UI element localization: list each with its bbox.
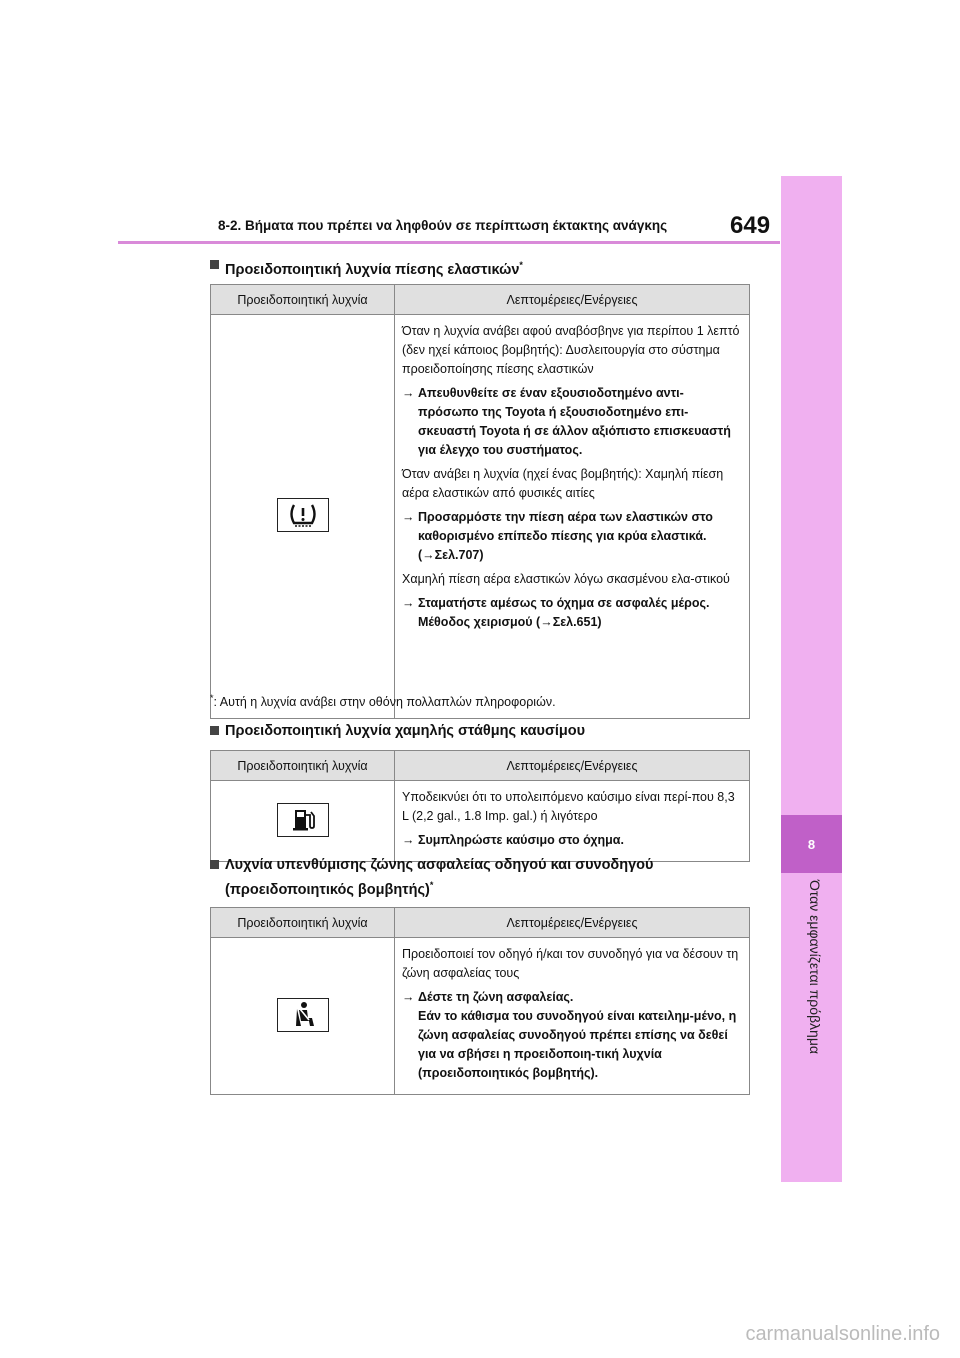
header-divider <box>118 241 780 244</box>
tire-pressure-table <box>210 284 750 719</box>
chapter-number: 8 <box>781 815 842 873</box>
details-cell <box>395 938 750 1095</box>
section-title-tire-pressure: Προειδοποιητική λυχνία πίεσης ελαστικών* <box>210 255 523 280</box>
col-header-details: Λεπτομέρειες/Ενέργειες <box>395 908 750 938</box>
detail-text: Υποδεικνύει ότι το υπολειπόμενο καύσιμο είναι περί-που 8,3 L (2,2 gal., 1.8 Imp. gal.) ή λιγότερο <box>402 790 735 823</box>
col-header-details: Λεπτομέρειες/Ενέργειες <box>395 285 750 315</box>
col-header-lamp: Προειδοποιητική λυχνία <box>211 908 395 938</box>
action-item: → Απευθυνθείτε σε έναν εξουσιοδοτημένο αντι-πρόσωπο της Toyota ή εξουσιοδοτημένο επι-σκευαστή Toyota ή σε άλλον αξιόπιστο επισκευαστή για έλεγχο του συστήματος. <box>402 386 731 457</box>
action-item: → Συμπληρώστε καύσιμο στο όχημα. <box>402 833 624 847</box>
detail-text: Όταν η λυχνία ανάβει αφού αναβόσβηνε για περίπου 1 λεπτό (δεν ηχεί κάποιος βομβητής): Δυσλειτουργία στο σύστημα προειδοποίησης πίεσης ελαστικών <box>402 324 740 376</box>
detail-text: Όταν ανάβει η λυχνία (ηχεί ένας βομβητής): Χαμηλή πίεση αέρα ελαστικών από φυσικές αιτίες <box>402 467 724 500</box>
tire-pressure-warning-icon <box>277 498 329 532</box>
seatbelt-reminder-icon <box>277 998 329 1032</box>
lamp-cell <box>211 938 395 1095</box>
chapter-label: Όταν εμφανίζεται πρόβλημα <box>807 880 823 1054</box>
details-cell <box>395 781 750 862</box>
section-title-low-fuel: Προειδοποιητική λυχνία χαμηλής στάθμης καυσίμου <box>210 721 585 741</box>
lamp-cell <box>211 781 395 862</box>
watermark: carmanualsonline.info <box>745 1323 940 1345</box>
col-header-details: Λεπτομέρειες/Ενέργειες <box>395 751 750 781</box>
header-title: 8-2. Βήματα που πρέπει να ληφθούν σε περίπτωση έκτακτης ανάγκης <box>218 218 668 233</box>
section-bullet-icon <box>210 726 219 735</box>
details-cell <box>395 315 750 719</box>
section-bullet-icon <box>210 260 219 269</box>
section-bullet-icon <box>210 860 219 869</box>
col-header-lamp: Προειδοποιητική λυχνία <box>211 285 395 315</box>
col-header-lamp: Προειδοποιητική λυχνία <box>211 751 395 781</box>
action-item: → Σταματήστε αμέσως το όχημα σε ασφαλές μέρος. Μέθοδος χειρισμού (→Σελ.651) <box>402 596 710 629</box>
action-item: → Δέστε τη ζώνη ασφαλείας. Εάν το κάθισμα του συνοδηγού είναι κατειλημ-μένο, η ζώνη ασφαλείας συνοδηγού πρέπει επίσης να δεθεί για να σβήσει η προειδοποιη-τική λυχνία (προειδοποιητικός βομβητής). <box>402 990 737 1080</box>
detail-text: Προειδοποιεί τον οδηγό ή/και τον συνοδηγό για να δέσουν τη ζώνη ασφαλείας τους <box>402 947 739 980</box>
lamp-cell <box>211 315 395 719</box>
seatbelt-table <box>210 907 750 1095</box>
footnote: *: Αυτή η λυχνία ανάβει στην οθόνη πολλαπλών πληροφοριών. <box>210 693 556 710</box>
low-fuel-table <box>210 750 750 862</box>
detail-text: Χαμηλή πίεση αέρα ελαστικών λόγω σκασμένου ελα-στικού <box>402 572 730 586</box>
action-item: → Προσαρμόστε την πίεση αέρα των ελαστικών στο καθορισμένο επίπεδο πίεσης για κρύα ελαστικά. (→Σελ.707) <box>402 510 713 562</box>
fuel-pump-icon <box>277 803 329 837</box>
section-title-seatbelt: Λυχνία υπενθύμισης ζώνης ασφαλείας οδηγού και συνοδηγού (προειδοποιητικός βομβητής)* <box>210 855 653 900</box>
page-number: 649 <box>730 212 771 239</box>
